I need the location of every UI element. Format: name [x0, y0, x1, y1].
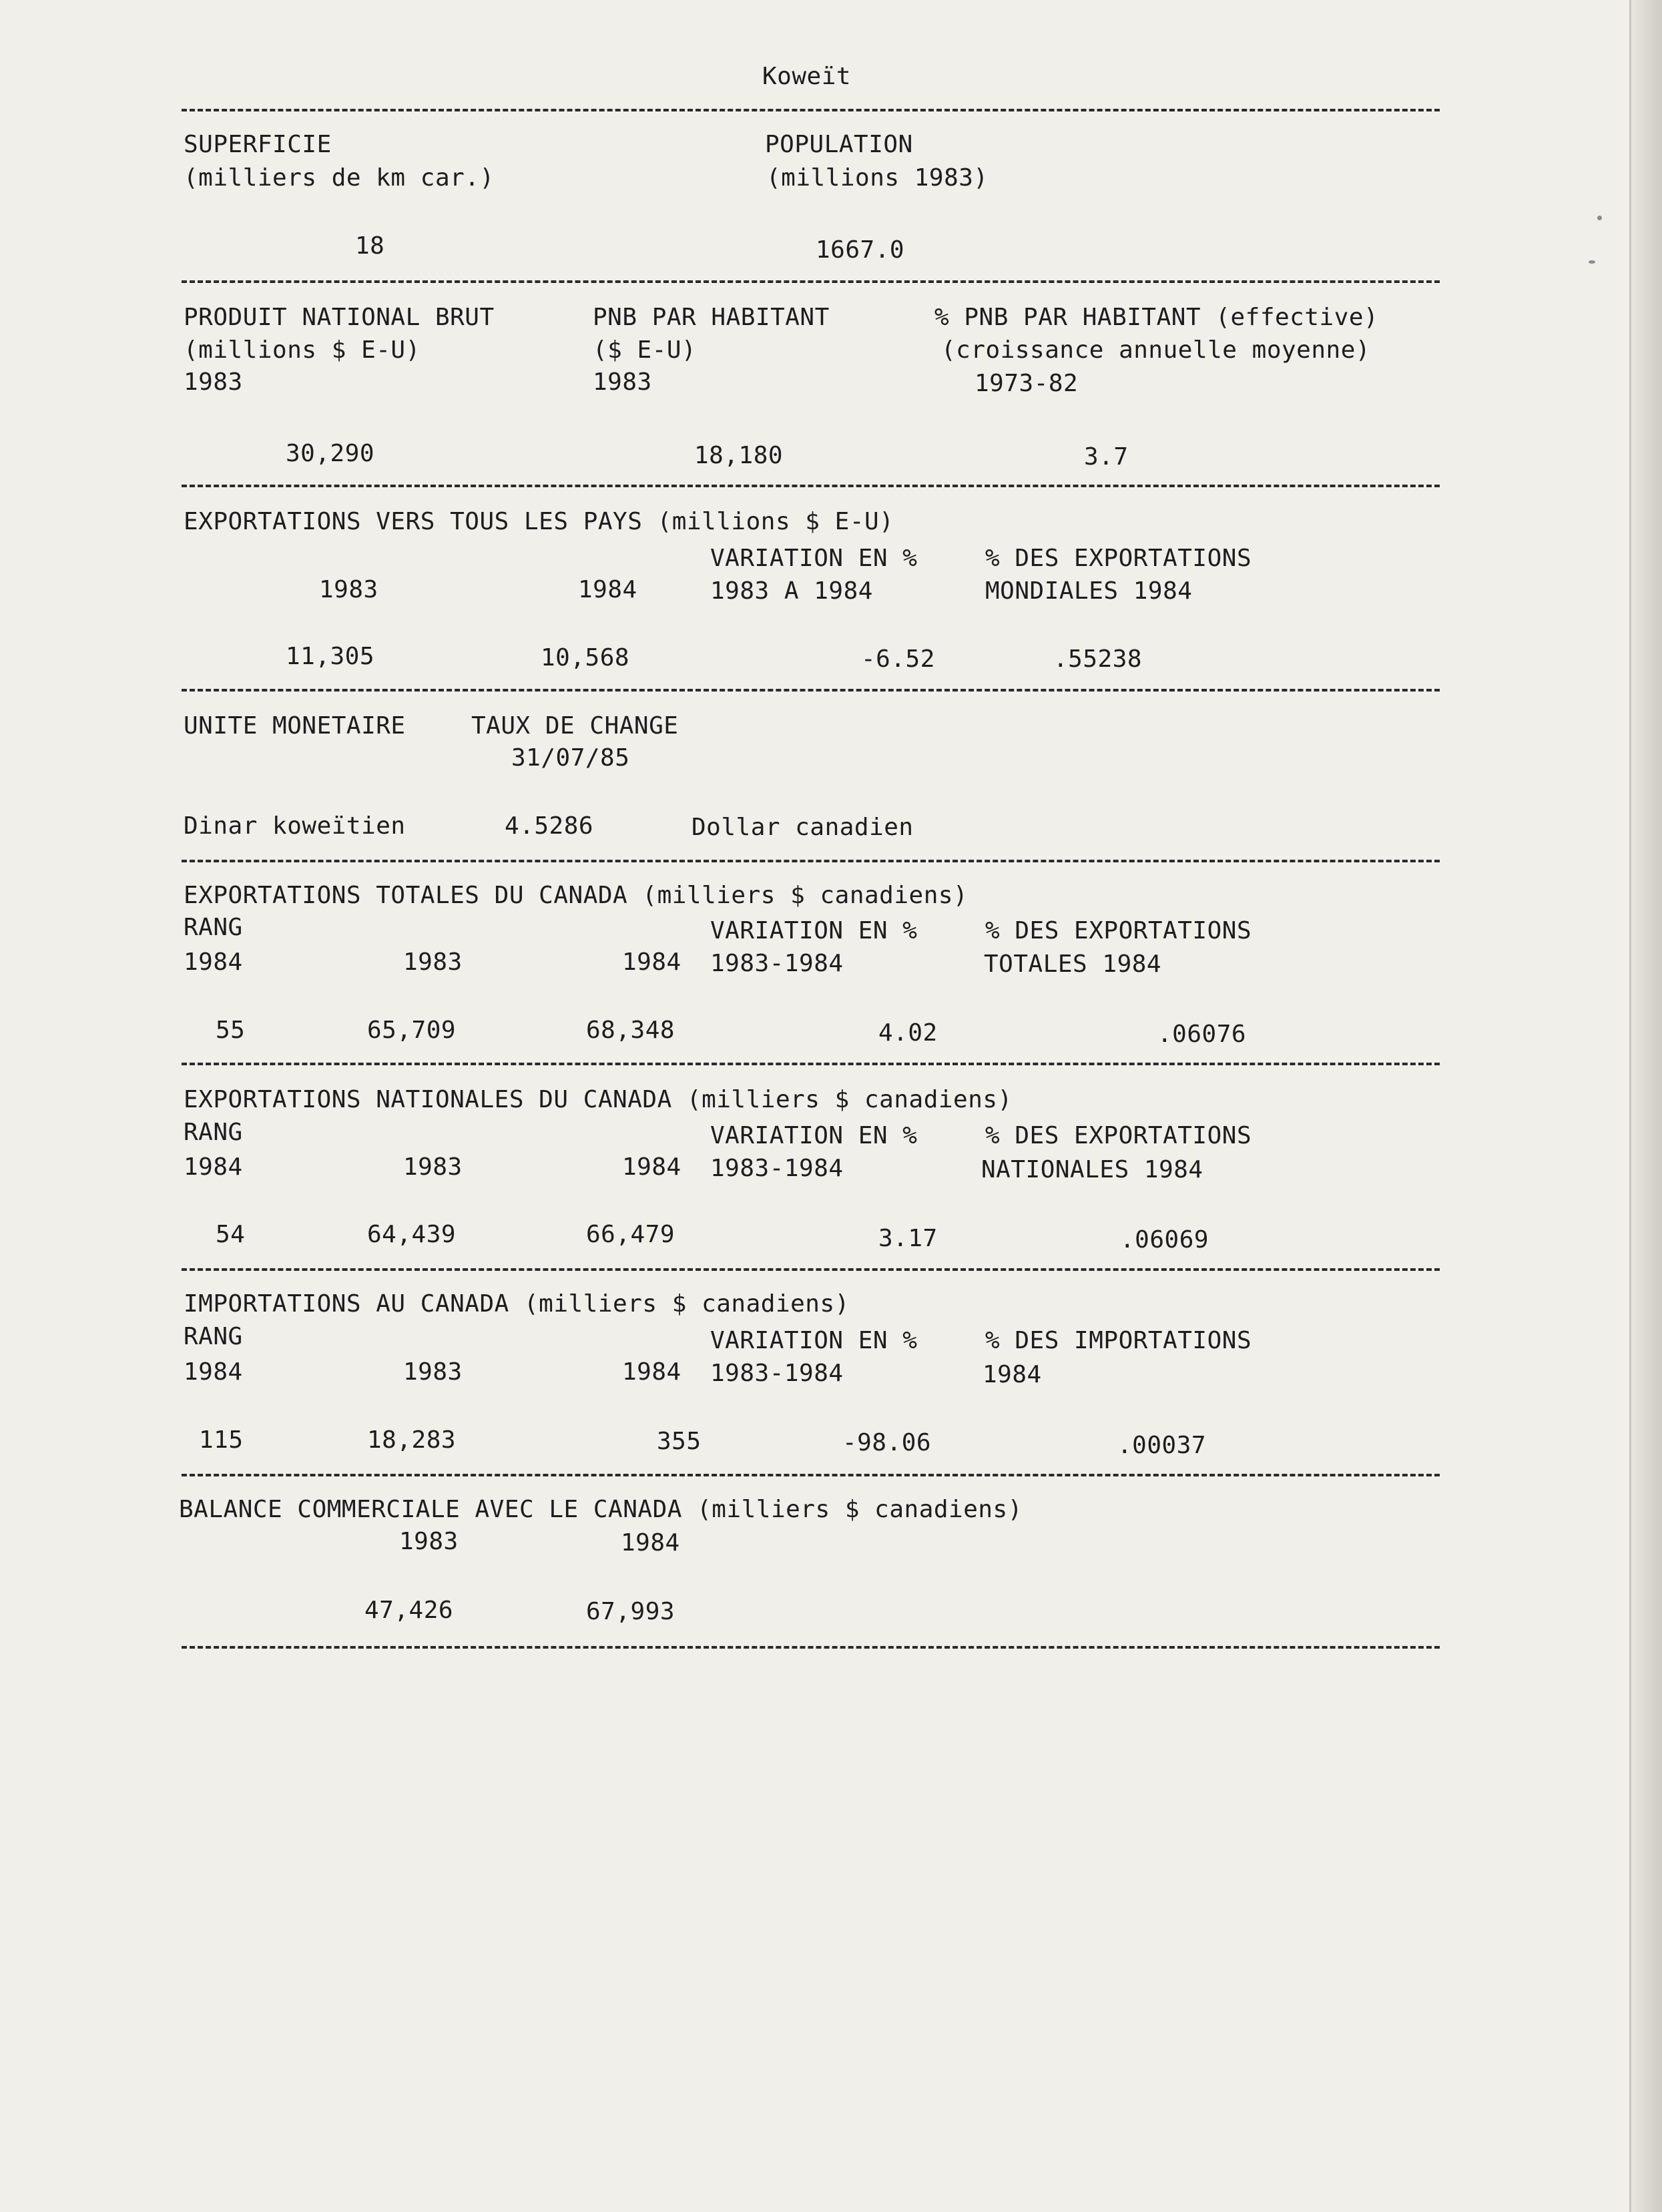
pnb-habitant-label: PNB PAR HABITANT [593, 304, 830, 331]
imports-rank-header: RANG [184, 1323, 243, 1350]
trade-balance-1984-value: 67,993 [586, 1598, 675, 1625]
ink-speck [1589, 260, 1595, 264]
page-binding-shadow [1631, 0, 1662, 2212]
domestic-exports-title: EXPORTATIONS NATIONALES DU CANADA (milliers $ canadiens) [184, 1086, 1013, 1113]
currency-label: UNITE MONETAIRE [184, 712, 406, 740]
pnb-year: 1983 [184, 368, 243, 396]
domestic-exports-share-year: NATIONALES 1984 [981, 1156, 1203, 1183]
exports-world-variation-value: -6.52 [861, 645, 935, 673]
total-exports-share-header: % DES EXPORTATIONS [985, 917, 1252, 944]
pnb-value: 30,290 [286, 440, 375, 467]
total-exports-variation-period: 1983-1984 [710, 950, 844, 977]
pnb-unit: (millions $ E-U) [184, 336, 421, 364]
pnb-label: PRODUIT NATIONAL BRUT [184, 304, 495, 331]
superficie-value: 18 [355, 232, 385, 260]
total-exports-variation-value: 4.02 [878, 1019, 938, 1047]
imports-1984-value: 355 [657, 1428, 702, 1455]
population-value: 1667.0 [816, 236, 905, 264]
population-unit: (millions 1983) [766, 164, 989, 192]
imports-variation-header: VARIATION EN % [710, 1327, 918, 1354]
divider [182, 1063, 1440, 1065]
exports-world-1983-header: 1983 [319, 576, 378, 603]
exports-world-share-year: MONDIALES 1984 [985, 577, 1193, 605]
population-label: POPULATION [765, 131, 913, 158]
domestic-exports-rank-value: 54 [216, 1221, 246, 1248]
total-exports-1983-value: 65,709 [367, 1017, 457, 1044]
imports-rank-value: 115 [199, 1426, 244, 1454]
total-exports-1984-value: 68,348 [586, 1017, 675, 1044]
exchange-rate-label: TAUX DE CHANGE [471, 712, 679, 740]
exchange-rate-date: 31/07/85 [511, 744, 630, 772]
pnb-growth-period: 1973-82 [975, 370, 1079, 397]
imports-share-value: .00037 [1117, 1432, 1207, 1459]
trade-balance-1984-header: 1984 [621, 1529, 680, 1557]
domestic-exports-variation-period: 1983-1984 [710, 1155, 844, 1182]
exports-world-variation-header: VARIATION EN % [710, 545, 918, 572]
total-exports-1984-header: 1984 [622, 948, 681, 976]
imports-rank-year: 1984 [184, 1358, 243, 1386]
exchange-rate-value: 4.5286 [505, 812, 594, 840]
pnb-growth-value: 3.7 [1084, 443, 1129, 471]
divider [182, 1474, 1440, 1476]
domestic-exports-variation-value: 3.17 [878, 1225, 938, 1252]
imports-1983-header: 1983 [403, 1358, 463, 1386]
currency-name: Dinar koweïtien [184, 812, 406, 840]
domestic-exports-share-header: % DES EXPORTATIONS [985, 1122, 1252, 1149]
domestic-exports-rank-header: RANG [184, 1119, 243, 1146]
exports-world-1984-header: 1984 [578, 576, 637, 603]
divider [182, 1268, 1440, 1271]
trade-balance-1983-value: 47,426 [364, 1597, 454, 1624]
exports-world-title: EXPORTATIONS VERS TOUS LES PAYS (millions $ E-U) [184, 508, 894, 535]
exports-world-1983-value: 11,305 [286, 643, 375, 670]
imports-variation-period: 1983-1984 [710, 1360, 844, 1387]
divider [182, 689, 1440, 692]
divider [182, 860, 1440, 862]
total-exports-rank-header: RANG [184, 914, 243, 941]
trade-balance-1983-header: 1983 [399, 1528, 459, 1555]
total-exports-1983-header: 1983 [403, 948, 463, 976]
domestic-exports-1983-header: 1983 [403, 1153, 463, 1181]
total-exports-variation-header: VARIATION EN % [710, 917, 918, 944]
pnb-growth-unit: (croissance annuelle moyenne) [941, 336, 1371, 364]
exports-world-share-header: % DES EXPORTATIONS [985, 545, 1252, 572]
imports-variation-value: -98.06 [842, 1429, 932, 1456]
pnb-habitant-year: 1983 [593, 368, 652, 396]
total-exports-title: EXPORTATIONS TOTALES DU CANADA (milliers $ canadiens) [184, 882, 968, 909]
imports-1984-header: 1984 [622, 1358, 681, 1386]
exports-world-1984-value: 10,568 [541, 644, 630, 671]
page-title: Koweït [762, 63, 852, 90]
divider [182, 280, 1440, 283]
ink-speck [1597, 216, 1602, 220]
total-exports-rank-value: 55 [216, 1017, 246, 1044]
domestic-exports-1983-value: 64,439 [367, 1221, 457, 1248]
imports-share-year: 1984 [983, 1361, 1042, 1388]
exports-world-variation-period: 1983 A 1984 [710, 577, 873, 605]
pnb-habitant-unit: ($ E-U) [593, 336, 697, 364]
pnb-habitant-value: 18,180 [694, 442, 784, 469]
exchange-rate-currency: Dollar canadien [691, 814, 914, 841]
imports-share-header: % DES IMPORTATIONS [985, 1327, 1252, 1354]
domestic-exports-1984-value: 66,479 [586, 1221, 675, 1248]
domestic-exports-share-value: .06069 [1120, 1226, 1209, 1254]
exports-world-share-value: .55238 [1053, 645, 1143, 673]
imports-title: IMPORTATIONS AU CANADA (milliers $ canadiens) [184, 1290, 850, 1318]
total-exports-share-value: .06076 [1157, 1021, 1247, 1048]
divider [182, 485, 1440, 487]
pnb-growth-label: % PNB PAR HABITANT (effective) [934, 304, 1379, 331]
domestic-exports-rank-year: 1984 [184, 1153, 243, 1181]
imports-1983-value: 18,283 [367, 1426, 457, 1454]
domestic-exports-1984-header: 1984 [622, 1153, 681, 1181]
divider [182, 109, 1440, 111]
superficie-label: SUPERFICIE [184, 131, 332, 158]
total-exports-rank-year: 1984 [184, 948, 243, 976]
superficie-unit: (milliers de km car.) [184, 164, 495, 192]
divider [182, 1646, 1440, 1649]
domestic-exports-variation-header: VARIATION EN % [710, 1122, 918, 1149]
trade-balance-title: BALANCE COMMERCIALE AVEC LE CANADA (milliers $ canadiens) [179, 1496, 1023, 1523]
total-exports-share-year: TOTALES 1984 [984, 950, 1162, 978]
